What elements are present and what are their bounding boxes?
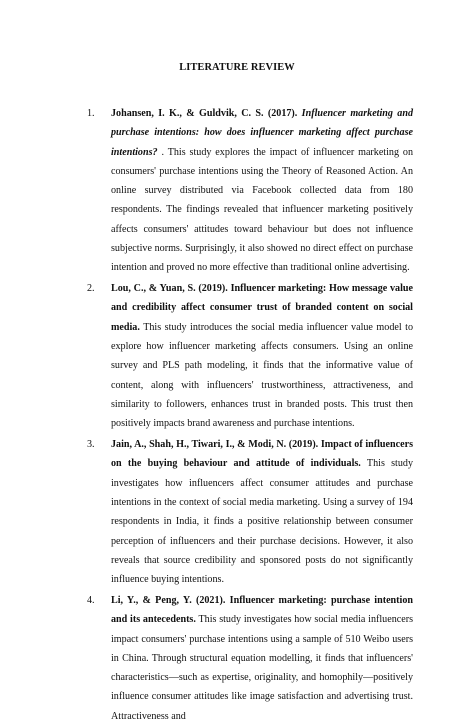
- reference-number: 1.: [87, 108, 95, 119]
- reference-summary: . This study explores the impact of influencer marketing on consumers' purchase intentions using the Theory of Reasoned Action. An online survey distributed via Facebook collected data from 180 respondents. The findings revealed that influencer marketing positively affects consumers' attitudes toward behaviour but does not influence subjective norms. Surprisingly, it also showed no direct effect on purchase intention and proved no more effective than traditional online advertising.: [111, 146, 414, 274]
- reference-number: 4.: [87, 594, 95, 606]
- reference-item: [0, 104, 474, 278]
- page-title: LITERATURE REVIEW: [179, 62, 295, 73]
- reference-item: [0, 435, 474, 589]
- reference-item: [0, 279, 474, 433]
- reference-authors: Johansen, I. K., & Guldvik, C. S. (2017).: [111, 108, 298, 119]
- reference-item: [0, 591, 474, 726]
- reference-title: Influencer marketing: purchase intention and its antecedents.: [111, 594, 413, 626]
- reference-number: 2.: [87, 283, 95, 295]
- reference-summary: This study investigates how influencers affect consumer attitudes and purchase intentions in the context of social media marketing. Using a survey of 194 respondents in India, it finds a positive relationship between consumer perception of influencers and their purchase decisions. However, it also reveals that source credibility and sponsored posts do not significantly influence buying intentions.: [111, 458, 414, 586]
- reference-number: 3.: [87, 439, 95, 451]
- reference-title: Influencer marketing: How message value and credibility affect consumer trust of branded content on social media.: [111, 283, 413, 333]
- reference-authors: Lou, C., & Yuan, S. (2019).: [111, 283, 228, 295]
- reference-authors: Li, Y., & Peng, Y. (2021).: [111, 594, 226, 606]
- reference-title: Impact of influencers on the buying behaviour and attitude of individuals.: [111, 439, 413, 470]
- reference-summary: This study introduces the social media influencer value model to explore how influencer marketing affects consumers. Using an online survey and PLS path modeling, it finds that the informative value of content, along with influencers' trustworthiness, attractiveness, and similarity to followers, enhances trust in branded posts. This trust then positively impacts brand awareness and purchase intentions.: [111, 321, 413, 430]
- reference-summary: This study investigates how social media influencers impact consumers' purchase intentions using a sample of 510 Weibo users in China. Through structural equation modelling, it finds that influencers' characteristics—such as expertise, originality, and homophily—positively influence consumer attitudes like image satisfaction and advertising trust. Attractiveness and: [111, 614, 413, 722]
- reference-authors: Jain, A., Shah, H., Tiwari, I., & Modi, N. (2019).: [111, 439, 319, 451]
- reference-list: [0, 104, 474, 728]
- reference-title: Influencer marketing and purchase intentions: how does influencer marketing affect purchase intentions?: [111, 108, 413, 158]
